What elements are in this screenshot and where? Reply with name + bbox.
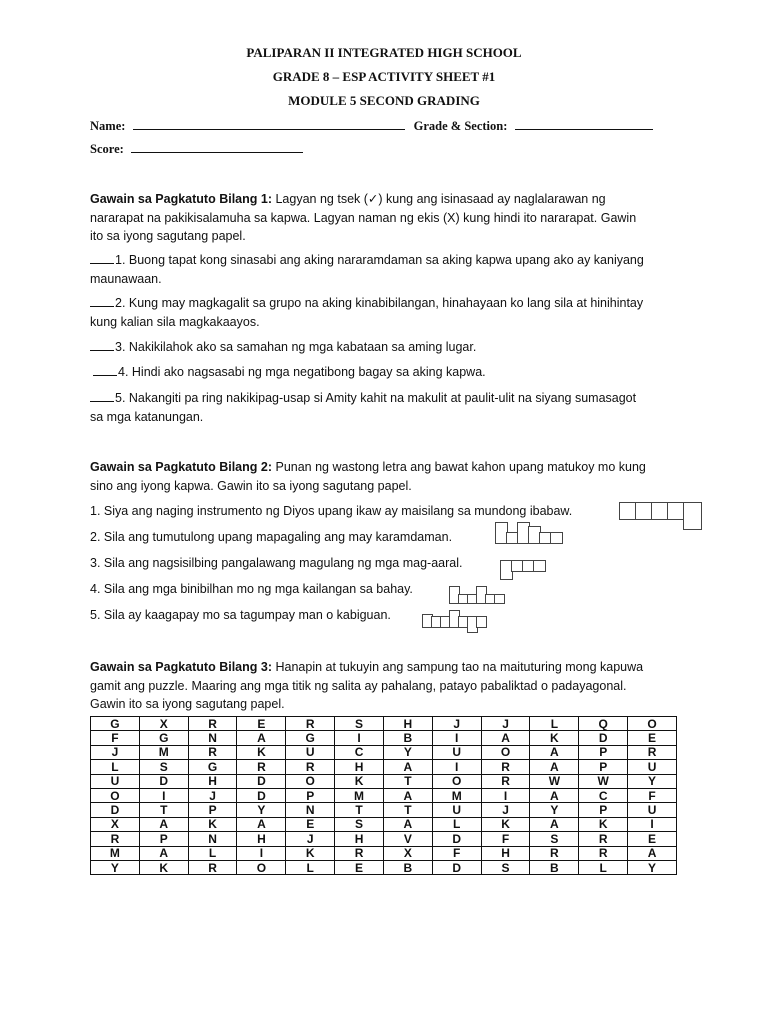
word-search-cell[interactable]: T (139, 803, 188, 817)
grade-title: GRADE 8 – ESP ACTIVITY SHEET #1 (272, 69, 496, 84)
word-search-cell[interactable]: K (139, 860, 188, 874)
word-search-cell[interactable]: X (91, 817, 140, 831)
word-search-cell[interactable]: Q (579, 717, 628, 731)
word-search-cell[interactable]: A (530, 788, 579, 802)
gawain2-title: Gawain sa Pagkatuto Bilang 2: (90, 460, 272, 474)
item-text: 1. Buong tapat kong sinasabi ang aking nararamdaman sa aking kapwa upang ako ay kaniyang maunawaan. (90, 253, 644, 286)
word-search-cell[interactable]: A (530, 760, 579, 774)
word-search-cell[interactable]: D (237, 788, 286, 802)
word-search-cell[interactable]: B (530, 860, 579, 874)
word-search-cell[interactable]: R (335, 846, 384, 860)
word-search-cell[interactable]: D (237, 774, 286, 788)
word-search-cell[interactable]: E (286, 817, 335, 831)
word-search-cell[interactable]: K (530, 731, 579, 745)
word-search-cell[interactable]: H (188, 774, 237, 788)
word-search-cell[interactable]: P (579, 803, 628, 817)
gawain3-title: Gawain sa Pagkatuto Bilang 3: (90, 660, 272, 674)
word-search-row (91, 788, 677, 802)
word-search-cell[interactable]: P (579, 760, 628, 774)
word-search-cell[interactable]: A (481, 731, 530, 745)
word-search-row (91, 817, 677, 831)
word-search-cell[interactable]: A (530, 817, 579, 831)
word-search-cell[interactable]: G (139, 731, 188, 745)
word-search-cell[interactable]: J (432, 717, 481, 731)
word-search-cell[interactable]: K (579, 817, 628, 831)
word-search-cell[interactable]: P (286, 788, 335, 802)
word-search-cell[interactable]: L (579, 860, 628, 874)
word-search-cell[interactable]: S (335, 717, 384, 731)
word-search-cell[interactable]: H (335, 760, 384, 774)
score-row (90, 141, 303, 157)
gawain3-instructions (90, 658, 650, 714)
answer-blank[interactable] (90, 339, 114, 351)
gawain2-item: 1. Siya ang naging instrumento ng Diyos upang ikaw ay maisilang sa mundong ibabaw. (90, 504, 573, 518)
word-search-cell[interactable]: E (628, 832, 677, 846)
word-search-cell[interactable]: A (139, 846, 188, 860)
word-search-cell[interactable]: C (579, 788, 628, 802)
word-search-cell[interactable]: R (237, 760, 286, 774)
word-search-cell[interactable]: T (383, 803, 432, 817)
word-search-cell[interactable]: H (237, 832, 286, 846)
word-search-cell[interactable]: K (188, 817, 237, 831)
name-row (90, 118, 653, 134)
item-text: 3. Nakikilahok ako sa samahan ng mga kabataan sa aming lugar. (115, 340, 477, 354)
gawain2-instructions (90, 458, 650, 495)
word-search-cell[interactable]: M (432, 788, 481, 802)
word-search-row (91, 745, 677, 759)
gawain1-instructions (90, 190, 650, 246)
word-search-cell[interactable]: Y (628, 774, 677, 788)
word-search-cell[interactable]: R (188, 745, 237, 759)
word-search-cell[interactable]: S (335, 817, 384, 831)
word-search-cell[interactable]: G (188, 760, 237, 774)
word-search-cell[interactable]: O (432, 774, 481, 788)
gawain1-instruction-text: Lagyan ng tsek (✓) kung ang isinasaad ay naglalarawan ng nararapat na pakikisalamuha sa kapwa. Lagyan naman ng ekis (X) kung hindi ito nararapat. Gawin ito sa iyong sagutang papel. (90, 192, 637, 243)
word-search-cell[interactable]: S (139, 760, 188, 774)
item-text: 5. Nakangiti pa ring nakikipag-usap si Amity kahit na makulit at paulit-ulit na siyang sumasagot sa mga katanungan. (90, 391, 637, 424)
gawain2-item: 5. Sila ay kaagapay mo sa tagumpay man o kabiguan. (90, 608, 391, 622)
score-field[interactable] (131, 141, 303, 153)
word-search-cell[interactable]: T (383, 774, 432, 788)
item-text: 4. Hindi ako nagsasabi ng mga negatibong bagay sa aking kapwa. (118, 365, 486, 379)
word-search-cell[interactable]: K (237, 745, 286, 759)
word-search-cell[interactable]: F (628, 788, 677, 802)
answer-blank[interactable] (93, 364, 117, 376)
word-search-row (91, 774, 677, 788)
word-search-cell[interactable]: P (188, 803, 237, 817)
gawain2-item: 3. Sila ang nagsisilbing pangalawang magulang ng mga mag-aaral. (90, 556, 463, 570)
word-search-cell[interactable]: U (432, 745, 481, 759)
word-search-cell[interactable]: R (481, 760, 530, 774)
gawain1-title: Gawain sa Pagkatuto Bilang 1: (90, 192, 272, 206)
word-search-cell[interactable]: L (91, 760, 140, 774)
word-search-cell[interactable]: P (139, 832, 188, 846)
gawain1-item (93, 363, 653, 382)
word-search-cell[interactable]: I (432, 760, 481, 774)
word-search-cell[interactable]: I (139, 788, 188, 802)
word-search-cell[interactable]: U (432, 803, 481, 817)
word-search-cell[interactable]: M (139, 745, 188, 759)
answer-blank[interactable] (90, 295, 114, 307)
word-search-cell[interactable]: C (335, 745, 384, 759)
word-search-cell[interactable]: L (286, 860, 335, 874)
word-search-cell[interactable]: D (139, 774, 188, 788)
word-search-cell[interactable]: N (188, 832, 237, 846)
name-label: Name: (90, 119, 126, 133)
word-search-cell[interactable]: Y (383, 745, 432, 759)
word-search-cell[interactable]: K (335, 774, 384, 788)
word-search-cell[interactable]: E (628, 731, 677, 745)
word-search-cell[interactable]: S (481, 860, 530, 874)
word-search-cell[interactable]: A (628, 846, 677, 860)
word-search-cell[interactable]: A (383, 788, 432, 802)
word-search-cell[interactable]: U (628, 803, 677, 817)
module-title: MODULE 5 SECOND GRADING (288, 93, 480, 108)
word-search-cell[interactable]: L (432, 817, 481, 831)
gawain2-item: 2. Sila ang tumutulong upang mapagaling ang may karamdaman. (90, 530, 453, 544)
word-search-cell[interactable]: G (91, 717, 140, 731)
answer-blank[interactable] (90, 390, 114, 402)
word-search-cell[interactable]: K (286, 846, 335, 860)
grade-section-label: Grade & Section: (413, 119, 508, 133)
word-search-cell[interactable]: R (91, 832, 140, 846)
word-search-cell[interactable]: N (286, 803, 335, 817)
word-search-cell[interactable]: R (188, 860, 237, 874)
word-search-cell[interactable]: F (91, 731, 140, 745)
word-search-row (91, 803, 677, 817)
word-search-cell[interactable]: H (481, 846, 530, 860)
word-search-cell[interactable]: I (481, 788, 530, 802)
word-search-row (91, 717, 677, 731)
word-search-cell[interactable]: R (286, 717, 335, 731)
word-search-cell[interactable]: G (286, 731, 335, 745)
word-search-row (91, 760, 677, 774)
word-search-cell[interactable]: A (139, 817, 188, 831)
school-title: PALIPARAN II INTEGRATED HIGH SCHOOL (246, 45, 522, 60)
word-search-cell[interactable]: A (383, 760, 432, 774)
word-search-cell[interactable]: R (286, 760, 335, 774)
word-search-cell[interactable]: R (188, 717, 237, 731)
word-search-cell[interactable]: P (579, 745, 628, 759)
word-search-cell[interactable]: F (481, 832, 530, 846)
word-search-cell[interactable]: M (335, 788, 384, 802)
word-search-cell[interactable]: I (628, 817, 677, 831)
word-search-cell[interactable]: R (481, 774, 530, 788)
word-search-cell[interactable]: O (481, 745, 530, 759)
word-search-cell[interactable]: E (237, 717, 286, 731)
word-search-cell[interactable]: O (237, 860, 286, 874)
word-search-cell[interactable]: F (432, 846, 481, 860)
grade-section-field[interactable] (515, 118, 653, 130)
word-search-cell[interactable]: A (530, 745, 579, 759)
word-search-cell[interactable]: E (335, 860, 384, 874)
word-search-cell[interactable]: R (530, 846, 579, 860)
gawain1-item (90, 389, 650, 426)
word-search-cell[interactable]: R (628, 745, 677, 759)
word-search-cell[interactable]: U (91, 774, 140, 788)
gawain2-instruction-text: Punan ng wastong letra ang bawat kahon upang matukoy mo kung sino ang iyong kapwa. Gawin ito sa iyong sagutang papel. (90, 460, 646, 493)
gawain3-instruction-text: Hanapin at tukuyin ang sampung tao na maituturing mong kapuwa gamit ang puzzle. Maaring ang mga titik ng salita ay pahalang, patayo pabaliktad o padayagonal. Gawin ito sa iyong sagutang papel. (90, 660, 644, 711)
word-search-cell[interactable]: B (383, 731, 432, 745)
gawain2-item: 4. Sila ang mga binibilhan mo ng mga kailangan sa bahay. (90, 582, 413, 596)
word-search-row (91, 846, 677, 860)
word-search-cell[interactable]: D (432, 832, 481, 846)
word-search-cell[interactable]: Y (628, 860, 677, 874)
score-label: Score: (90, 142, 124, 156)
word-search-cell[interactable]: H (335, 832, 384, 846)
word-search-cell[interactable]: X (139, 717, 188, 731)
word-search-cell[interactable]: A (237, 817, 286, 831)
word-search-cell[interactable]: U (628, 760, 677, 774)
word-search-cell[interactable]: V (383, 832, 432, 846)
word-search-cell[interactable]: X (383, 846, 432, 860)
word-search-cell[interactable]: W (579, 774, 628, 788)
word-search-cell[interactable]: J (286, 832, 335, 846)
word-search-cell[interactable]: Y (530, 803, 579, 817)
word-search-cell[interactable]: W (530, 774, 579, 788)
word-search-cell[interactable]: N (188, 731, 237, 745)
word-search-cell[interactable]: S (530, 832, 579, 846)
word-search-cell[interactable]: D (432, 860, 481, 874)
word-search-cell[interactable]: Y (91, 860, 140, 874)
word-search-cell[interactable]: O (628, 717, 677, 731)
gawain1-item (90, 338, 650, 357)
word-search-row (91, 832, 677, 846)
word-search-cell[interactable]: I (335, 731, 384, 745)
answer-blank[interactable] (90, 252, 114, 264)
word-search-cell[interactable]: O (91, 788, 140, 802)
word-search-cell[interactable]: J (481, 717, 530, 731)
word-search-cell[interactable]: R (579, 832, 628, 846)
word-search-cell[interactable]: D (579, 731, 628, 745)
name-field[interactable] (133, 118, 405, 130)
word-search-cell[interactable]: J (188, 788, 237, 802)
word-search-cell[interactable]: D (91, 803, 140, 817)
item-text: 2. Kung may magkagalit sa grupo na aking kinabibilangan, hinahayaan ko lang sila at hinihintay kung kalian sila magkakaayos. (90, 296, 644, 329)
word-search-cell[interactable]: L (188, 846, 237, 860)
word-search-cell[interactable]: A (383, 817, 432, 831)
word-search-row (91, 860, 677, 874)
word-search-cell[interactable]: B (383, 860, 432, 874)
word-search-cell[interactable]: M (91, 846, 140, 860)
word-search-cell[interactable]: J (91, 745, 140, 759)
word-search-cell[interactable]: U (286, 745, 335, 759)
word-search-row (91, 731, 677, 745)
word-search-cell[interactable]: I (237, 846, 286, 860)
word-search-grid (90, 716, 677, 875)
word-search-cell[interactable]: L (530, 717, 579, 731)
word-search-cell[interactable]: O (286, 774, 335, 788)
word-search-cell[interactable]: J (481, 803, 530, 817)
gawain1-item (90, 251, 650, 288)
word-search-cell[interactable]: Y (237, 803, 286, 817)
word-search-cell[interactable]: K (481, 817, 530, 831)
gawain1-item (90, 294, 650, 331)
word-search-cell[interactable]: I (432, 731, 481, 745)
word-search-cell[interactable]: A (237, 731, 286, 745)
word-search-cell[interactable]: R (579, 846, 628, 860)
word-search-cell[interactable]: H (383, 717, 432, 731)
word-search-cell[interactable]: T (335, 803, 384, 817)
